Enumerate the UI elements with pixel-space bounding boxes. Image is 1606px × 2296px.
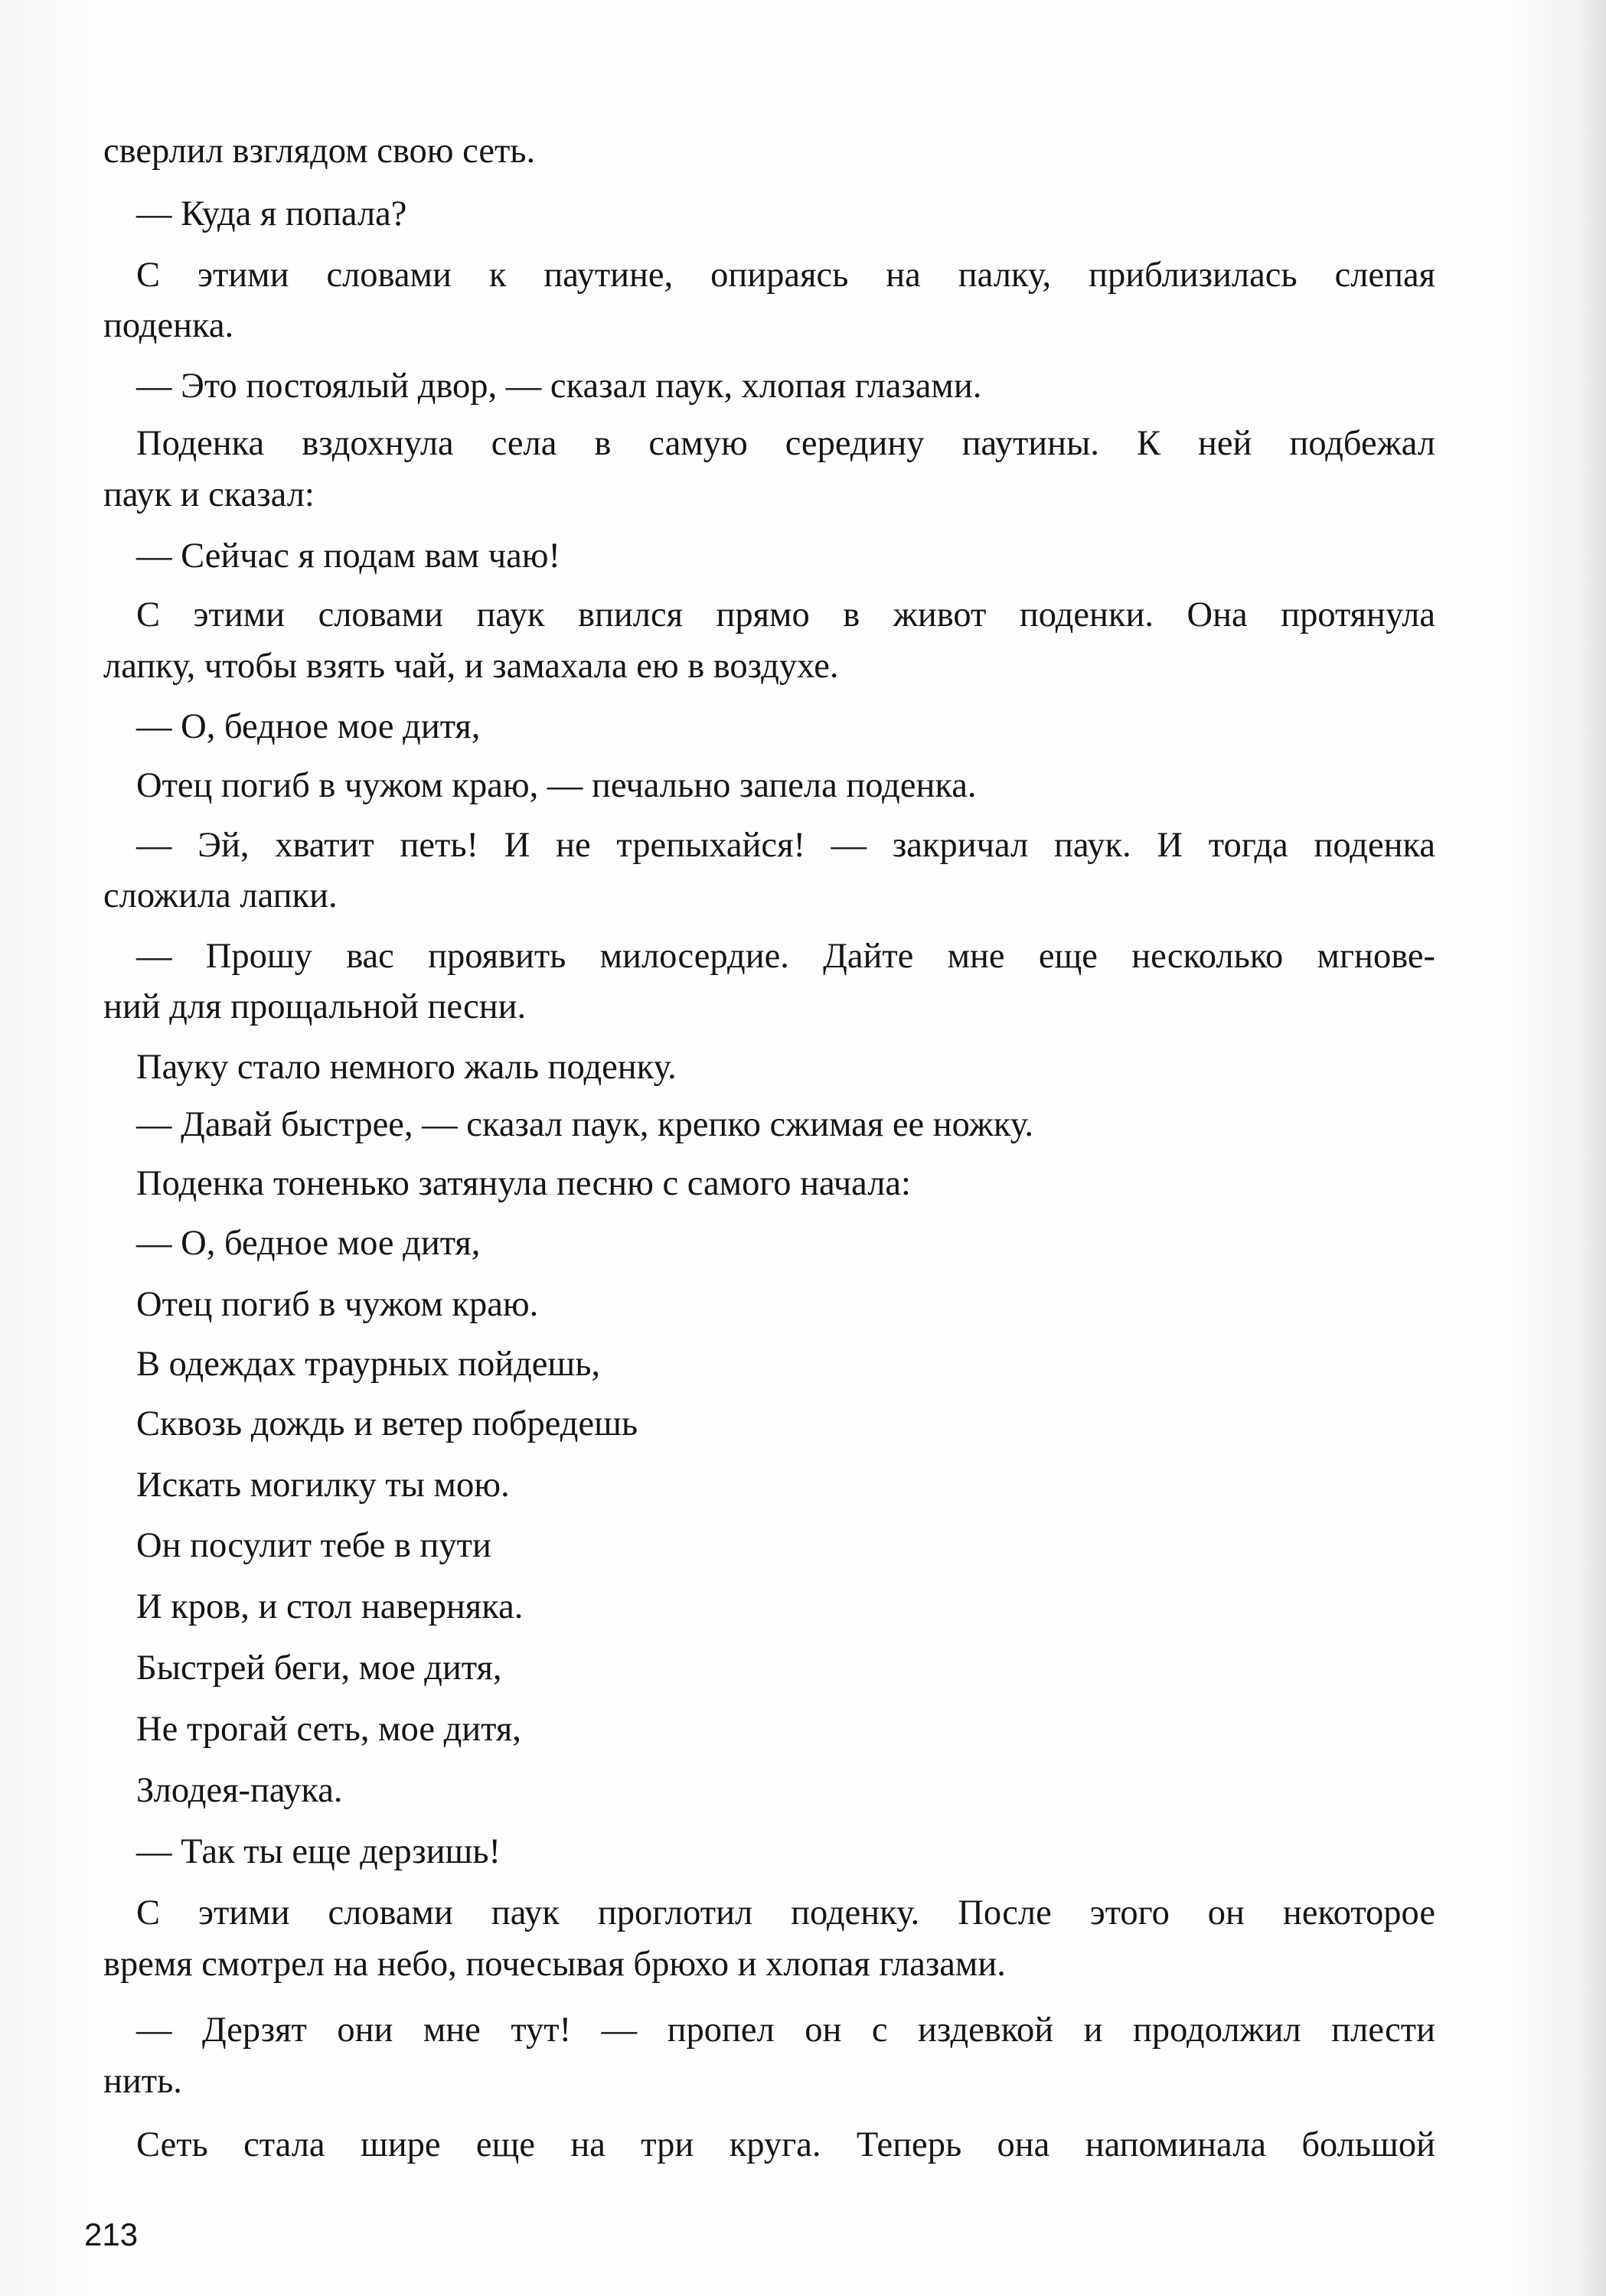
text-line: С этими словами к паутине, опираясь на палку, приблизилась слепая <box>136 256 1435 295</box>
text-line: — Сейчас я подам вам чаю! <box>136 536 560 576</box>
text-line: Отец погиб в чужом краю, — печально запела поденка. <box>136 766 977 805</box>
text-line: И кров, и стол наверняка. <box>136 1587 524 1626</box>
text-line: — Эй, хватит петь! И не трепыхайся! — закричал паук. И тогда поденка <box>136 826 1435 865</box>
text-line: — Давай быстрее, — сказал паук, крепко сжимая ее ножку. <box>136 1105 1034 1144</box>
text-line: сверлил взглядом свою сеть. <box>103 132 536 171</box>
text-line: С этими словами паук впился прямо в живот поденки. Она протянула <box>136 595 1435 634</box>
text-line: — Дерзят они мне тут! — пропел он с издевкой и продолжил плести <box>136 2011 1435 2050</box>
text-line: Не трогай сеть, мое дитя, <box>136 1710 521 1749</box>
text-line: — Так ты еще дерзишь! <box>136 1832 501 1871</box>
text-line: время смотрел на небо, почесывая брюхо и хлопая глазами. <box>103 1945 1006 1984</box>
text-line: сложила лапки. <box>103 876 338 915</box>
text-line: С этими словами паук проглотил поденку. После этого он некоторое <box>136 1893 1435 1932</box>
text-line: Сквозь дождь и ветер побредешь <box>136 1404 638 1443</box>
page-edge-shadow <box>1575 0 1606 2296</box>
text-line: лапку, чтобы взять чай, и замахала ею в воздухе. <box>103 647 839 686</box>
text-line: — Это постоялый двор, — сказал паук, хлопая глазами. <box>136 367 982 406</box>
text-line: Быстрей беги, мое дитя, <box>136 1649 502 1688</box>
text-line: — О, бедное мое дитя, <box>136 707 481 746</box>
page-number: 213 <box>84 2216 139 2252</box>
text-line: Искать могилку ты мою. <box>136 1466 510 1505</box>
text-line: Пауку стало немного жаль поденку. <box>136 1048 677 1087</box>
text-line: — О, бедное мое дитя, <box>136 1224 481 1263</box>
text-line: В одеждах траурных пойдешь, <box>136 1345 601 1384</box>
text-line: Сеть стала шире еще на три круга. Теперь она напоминала большой <box>136 2125 1435 2164</box>
text-line: Злодея-паука. <box>136 1771 343 1810</box>
text-line: поденка. <box>103 306 234 345</box>
text-line: ний для прощальной песни. <box>103 987 527 1026</box>
text-line: нить. <box>103 2062 182 2101</box>
text-line: — Прошу вас проявить милосердие. Дайте мне еще несколько мгнове- <box>136 937 1435 976</box>
text-line: Отец погиб в чужом краю. <box>136 1285 539 1324</box>
text-line: Поденка вздохнула села в самую середину паутины. К ней подбежал <box>136 424 1435 463</box>
text-line: Поденка тоненько затянула песню с самого начала: <box>136 1164 911 1203</box>
text-line: паук и сказал: <box>103 475 315 514</box>
text-line: Он посулит тебе в пути <box>136 1526 491 1565</box>
text-line: — Куда я попала? <box>136 194 407 233</box>
